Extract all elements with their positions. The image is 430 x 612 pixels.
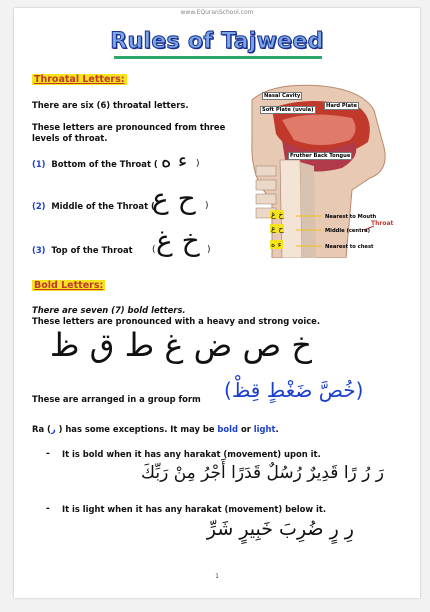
ra-prefix: Ra (: [32, 424, 51, 434]
label-hard-plate: Hard Plate: [326, 103, 357, 109]
close-paren: ): [205, 201, 209, 211]
throatal-levels-2: levels of throat.: [32, 133, 108, 143]
throatal-heading: Throatal Letters:: [34, 74, 125, 85]
light-rule: It is light when it has any harakat (movement) below it.: [62, 504, 327, 514]
ra-exception-line: [32, 424, 279, 435]
site-url: www.EQuranSchool.com: [180, 9, 254, 16]
group-close-paren: ): [224, 378, 232, 402]
label-middle: Middle (centra): [325, 228, 371, 234]
label-back-tongue: Fruther Back Tongue: [290, 153, 351, 159]
bold-intro-italic: There are seven (7) bold letters.: [32, 305, 186, 315]
diagram-letters-middle: ح ع: [271, 224, 284, 233]
bullet-dash: -: [46, 504, 50, 514]
item-number: (2): [32, 201, 46, 211]
ra-or: or: [238, 424, 254, 434]
item-number: (1): [32, 159, 46, 169]
label-nearest-mouth: Nearest to Mouth: [325, 214, 377, 220]
bold-intro: These letters are pronounced with a heavy and strong voice.: [32, 316, 321, 326]
item-label: Middle of the Throat (: [51, 201, 155, 211]
throat-anatomy-diagram: [242, 80, 404, 258]
throat-item-top: [32, 245, 133, 256]
bottom-throat-letters: ء ه: [161, 148, 188, 172]
ra-light-word: light: [253, 424, 276, 434]
throat-item-middle: [32, 201, 155, 212]
top-throat-letters: خ غ: [156, 224, 200, 257]
throatal-levels-1: These letters are pronounced from three: [32, 122, 226, 132]
page-title: Rules of Tajweed: [110, 29, 324, 54]
label-nearest-chest: Nearest to chest: [325, 244, 374, 250]
diagram-letters-bottom: ء ه: [271, 240, 282, 249]
bold-heading: Bold Letters:: [34, 280, 104, 291]
bold-ra-examples: رَ رُ رًا قَدِيرٌ رُسُلٌ قَدَرًا أَجْرُ مِنْ رَبِّكَ: [141, 463, 384, 483]
title-underline: [114, 56, 322, 59]
diagram-letters-top: خ غ: [271, 210, 284, 219]
page-number: 1: [215, 573, 219, 580]
document-page: [14, 8, 420, 598]
ra-bold-word: bold: [217, 424, 239, 434]
bold-letters: خ ص ض غ ط ق ظ: [49, 326, 312, 364]
close-paren: ): [207, 245, 211, 255]
item-label: Top of the Throat: [51, 245, 133, 255]
bullet-dash: -: [46, 449, 50, 459]
throat-item-bottom: [32, 159, 158, 170]
label-nasal-cavity: Nasal Cavity: [264, 93, 301, 99]
item-number: (3): [32, 245, 46, 255]
light-ra-examples: رِ رٍ ضُرِبَ خَبِيرٍ شَرِّ: [206, 518, 354, 540]
label-soft-plate: Soft Plate (uvula): [262, 107, 314, 113]
group-open-paren: (: [355, 378, 364, 402]
bold-rule: It is bold when it has any harakat (movement) upon it.: [62, 449, 321, 459]
ra-end: .: [275, 424, 279, 434]
ra-letter: ر: [50, 424, 56, 434]
open-paren: (: [152, 245, 156, 255]
throatal-intro: There are six (6) throatal letters.: [32, 100, 189, 110]
middle-throat-letters: ح ع: [152, 182, 196, 215]
ra-suffix: ) has some exceptions. It may be: [55, 424, 218, 434]
item-label: Bottom of the Throat (: [51, 159, 158, 169]
label-throat: Throat: [371, 220, 394, 227]
close-paren: ): [196, 159, 200, 169]
group-form-arabic: [224, 378, 363, 402]
group-form-label: These are arranged in a group form: [32, 394, 201, 404]
group-arabic-text: خُصَّ ضَغْطٍ قِظْ: [231, 378, 356, 402]
